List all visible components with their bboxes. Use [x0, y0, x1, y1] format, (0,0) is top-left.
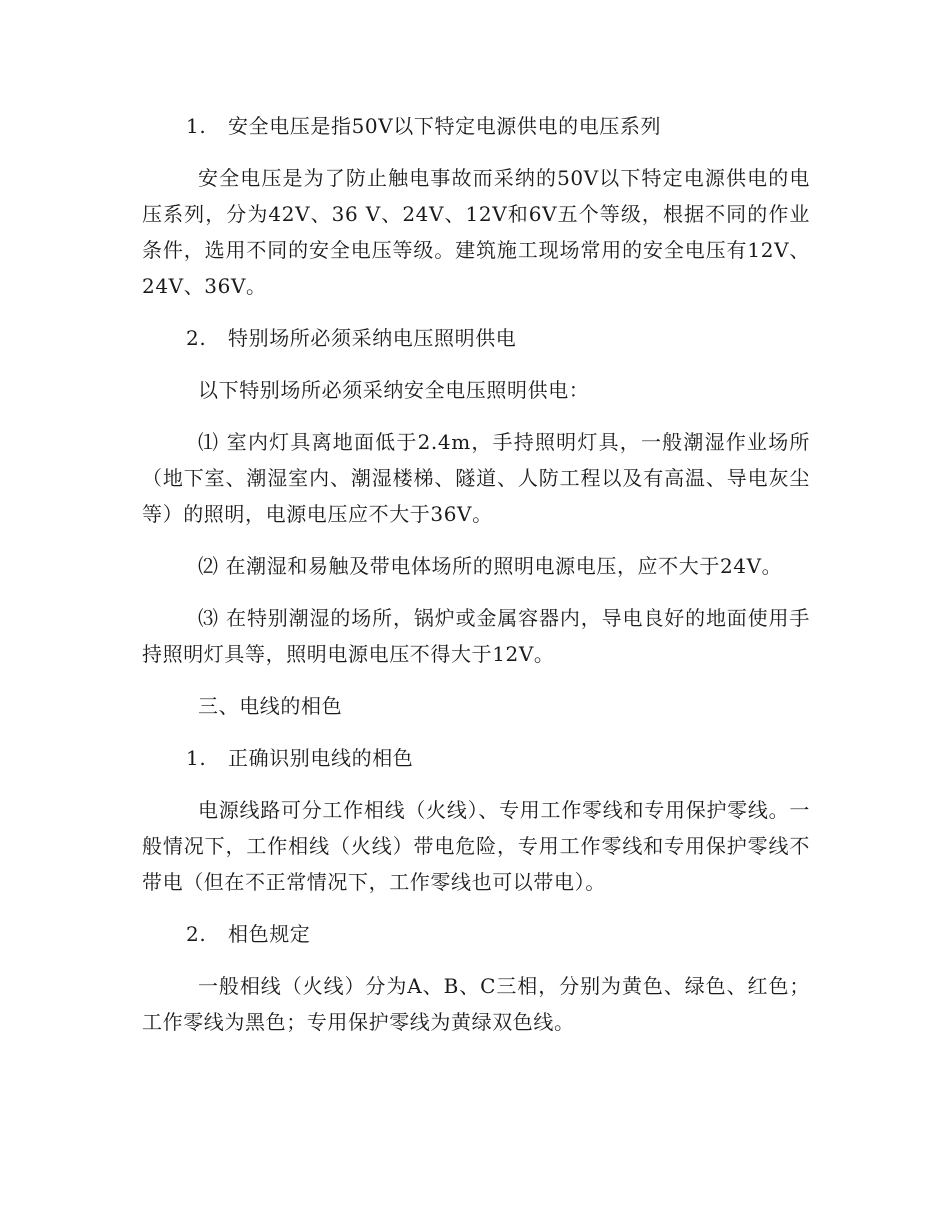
section-heading: [142, 320, 810, 356]
section-title: 特别场所必须采纳电压照明供电: [228, 326, 517, 350]
document-body: [142, 108, 810, 1040]
section-heading: [142, 740, 810, 776]
section-heading: [142, 916, 810, 952]
list-item: ⑴ 室内灯具离地面低于2.4m，手持照明灯具，一般潮湿作业场所（地下室、潮湿室内、潮湿楼梯、隧道、人防工程以及有高温、导电灰尘等）的照明，电源电压应不大于36V。: [142, 430, 810, 526]
list-item: ⑶ 在特别潮湿的场所，锅炉或金属容器内，导电良好的地面使用手持照明灯具等，照明电源电压不得大于12V。: [142, 606, 810, 666]
chapter-heading: 三、电线的相色: [198, 694, 343, 718]
paragraph: 安全电压是为了防止触电事故而采纳的50V以下特定电源供电的电压系列，分为42V、36 V、24V、12V和6V五个等级，根据不同的作业条件，选用不同的安全电压等级。建筑施工现场常用的安全电压有12V、24V、36V。: [142, 166, 810, 298]
paragraph: 以下特别场所必须采纳安全电压照明供电：: [198, 378, 590, 402]
section-title: 安全电压是指50V以下特定电源供电的电压系列: [228, 114, 662, 138]
section-heading: [142, 108, 810, 144]
section-number: 1.: [186, 746, 207, 770]
section-number: 2.: [186, 922, 207, 946]
section-title: 相色规定: [228, 922, 311, 946]
section-number: 1.: [186, 114, 207, 138]
section-title: 正确识别电线的相色: [228, 746, 414, 770]
paragraph: 一般相线（火线）分为A、B、C三相，分别为黄色、绿色、红色；工作零线为黑色；专用保护零线为黄绿双色线。: [142, 974, 810, 1034]
section-number: 2.: [186, 326, 207, 350]
paragraph: 电源线路可分工作相线（火线）、专用工作零线和专用保护零线。一般情况下，工作相线（火线）带电危险，专用工作零线和专用保护零线不带电（但在不正常情况下，工作零线也可以带电）。: [142, 798, 810, 894]
list-item: ⑵ 在潮湿和易触及带电体场所的照明电源电压，应不大于24V。: [198, 554, 783, 578]
